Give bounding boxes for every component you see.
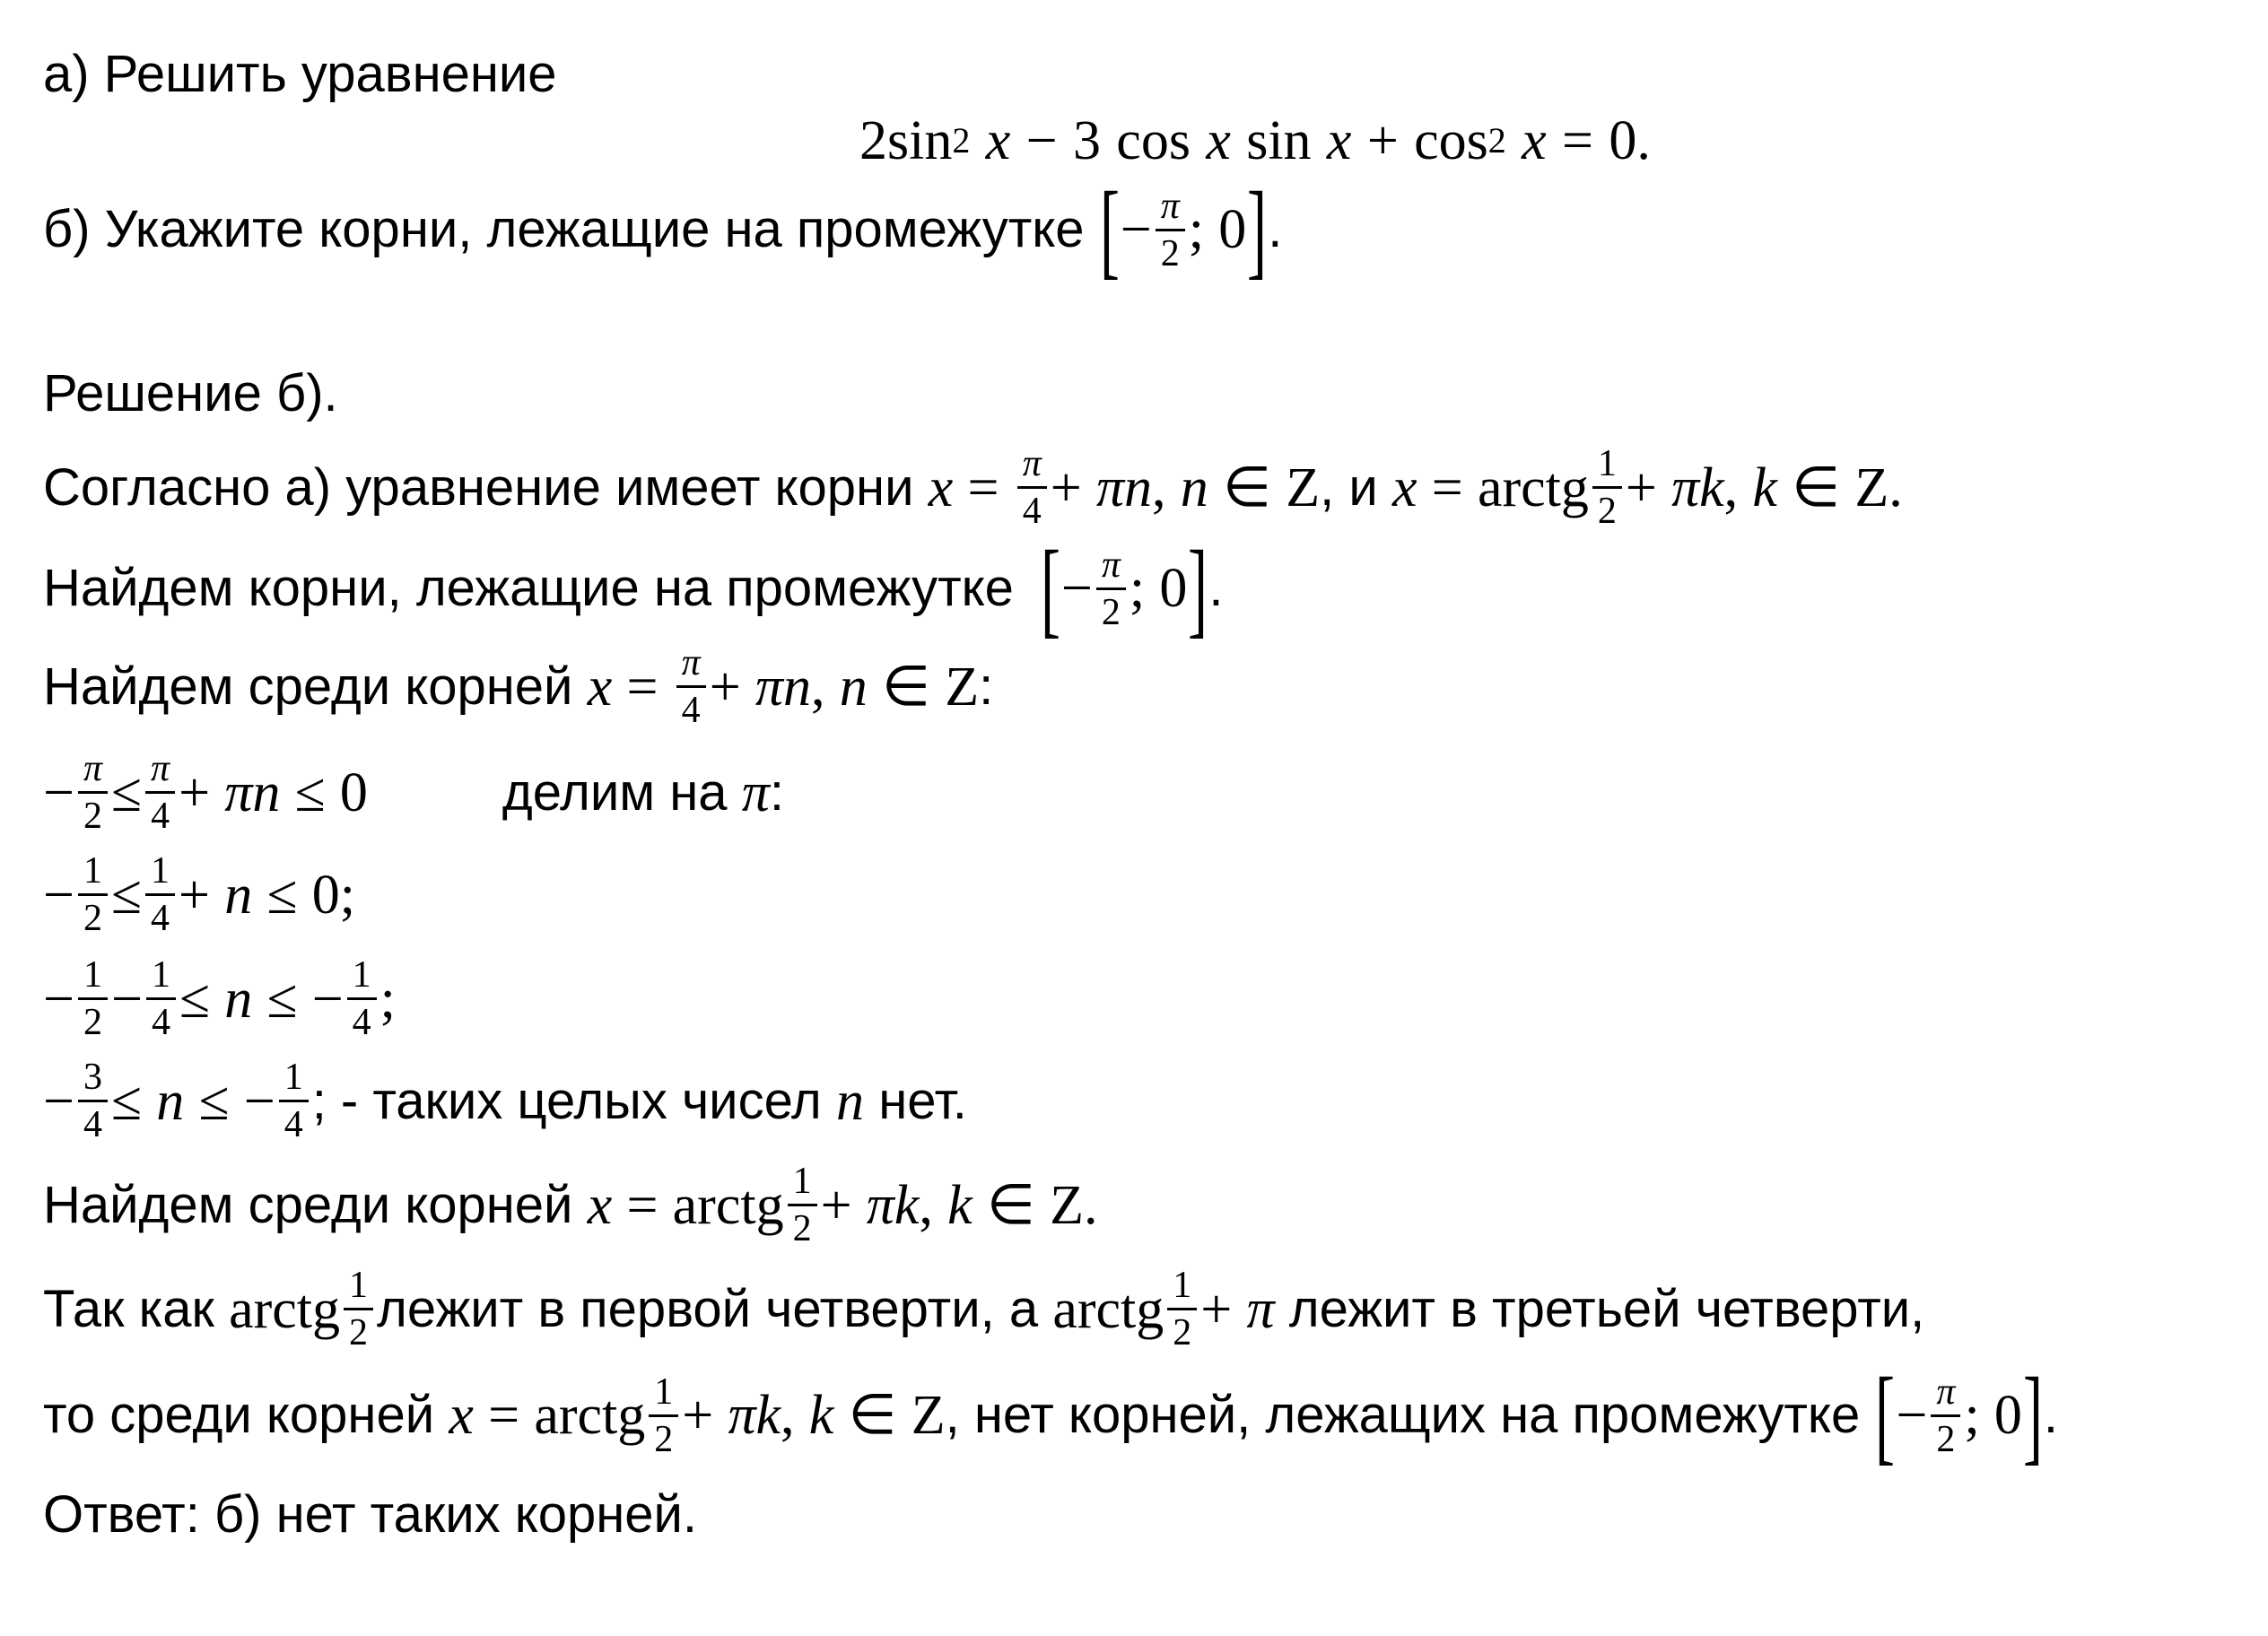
left-bracket: [	[1099, 170, 1120, 289]
task-a-label	[43, 45, 557, 103]
solution-line-2: Найдем корни, лежащие на промежутке [ − $\frac{\pi}{2}$ ; 0 ] .	[43, 528, 1224, 648]
task-b-label: б) Укажите корни, лежащие на промежутке [ − $\frac{\pi}{2}$ ; 0 ] .	[43, 170, 1283, 289]
right-bracket: ]	[1247, 170, 1268, 289]
solution-line-3: Найдем среди корней x = $\frac{\pi}{4}$ + π n , n ∈ Z :	[43, 642, 994, 731]
solution-title: Решение б).	[43, 364, 338, 422]
solution-line-7: − $\frac{3}{4}$ ≤ n ≤ − $\frac{1}{4}$ ; - таких целых чисел n нет.	[43, 1057, 967, 1145]
answer-line: Ответ: б) нет таких корней.	[43, 1485, 698, 1544]
main-equation: 2sin 2 x − 3 cos x sin x + cos 2 x = 0.	[859, 110, 1651, 171]
solution-line-5: − $\frac{1}{2}$ ≤ $\frac{1}{4}$ + n ≤ 0 ;	[43, 850, 355, 939]
solution-line-1: Согласно а) уравнение имеет корни x = $\frac{\pi}{4}$ + π n , n ∈ Z , и x = arctg $\frac{1}{2}$ + π k , k ∈ Z .	[43, 443, 1903, 532]
solution-line-9: Так как arctg $\frac{1}{2}$ лежит в первой четверти, а arctg $\frac{1}{2}$ + π лежит в третьей четверти,	[43, 1265, 1925, 1353]
solution-line-10: то среди корней x = arctg $\frac{1}{2}$ + π k , k ∈ Z , нет корней, лежащих на промежутке [ − $\frac{\pi}{2}$ ; 0 ] .	[43, 1355, 2058, 1475]
task-a-text: а) Решить уравнение	[43, 45, 557, 103]
solution-line-6: − $\frac{1}{2}$ − $\frac{1}{4}$ ≤ n ≤ − $\frac{1}{4}$ ;	[43, 954, 396, 1043]
solution-line-8: Найдем среди корней x = arctg $\frac{1}{2}$ + π k , k ∈ Z .	[43, 1161, 1098, 1249]
frac-pi-2: $\frac{\pi}{2}$	[1156, 187, 1185, 273]
solution-line-4: − $\frac{\pi}{2}$ ≤ $\frac{\pi}{4}$ + π n ≤ 0 делим на π :	[43, 748, 784, 837]
